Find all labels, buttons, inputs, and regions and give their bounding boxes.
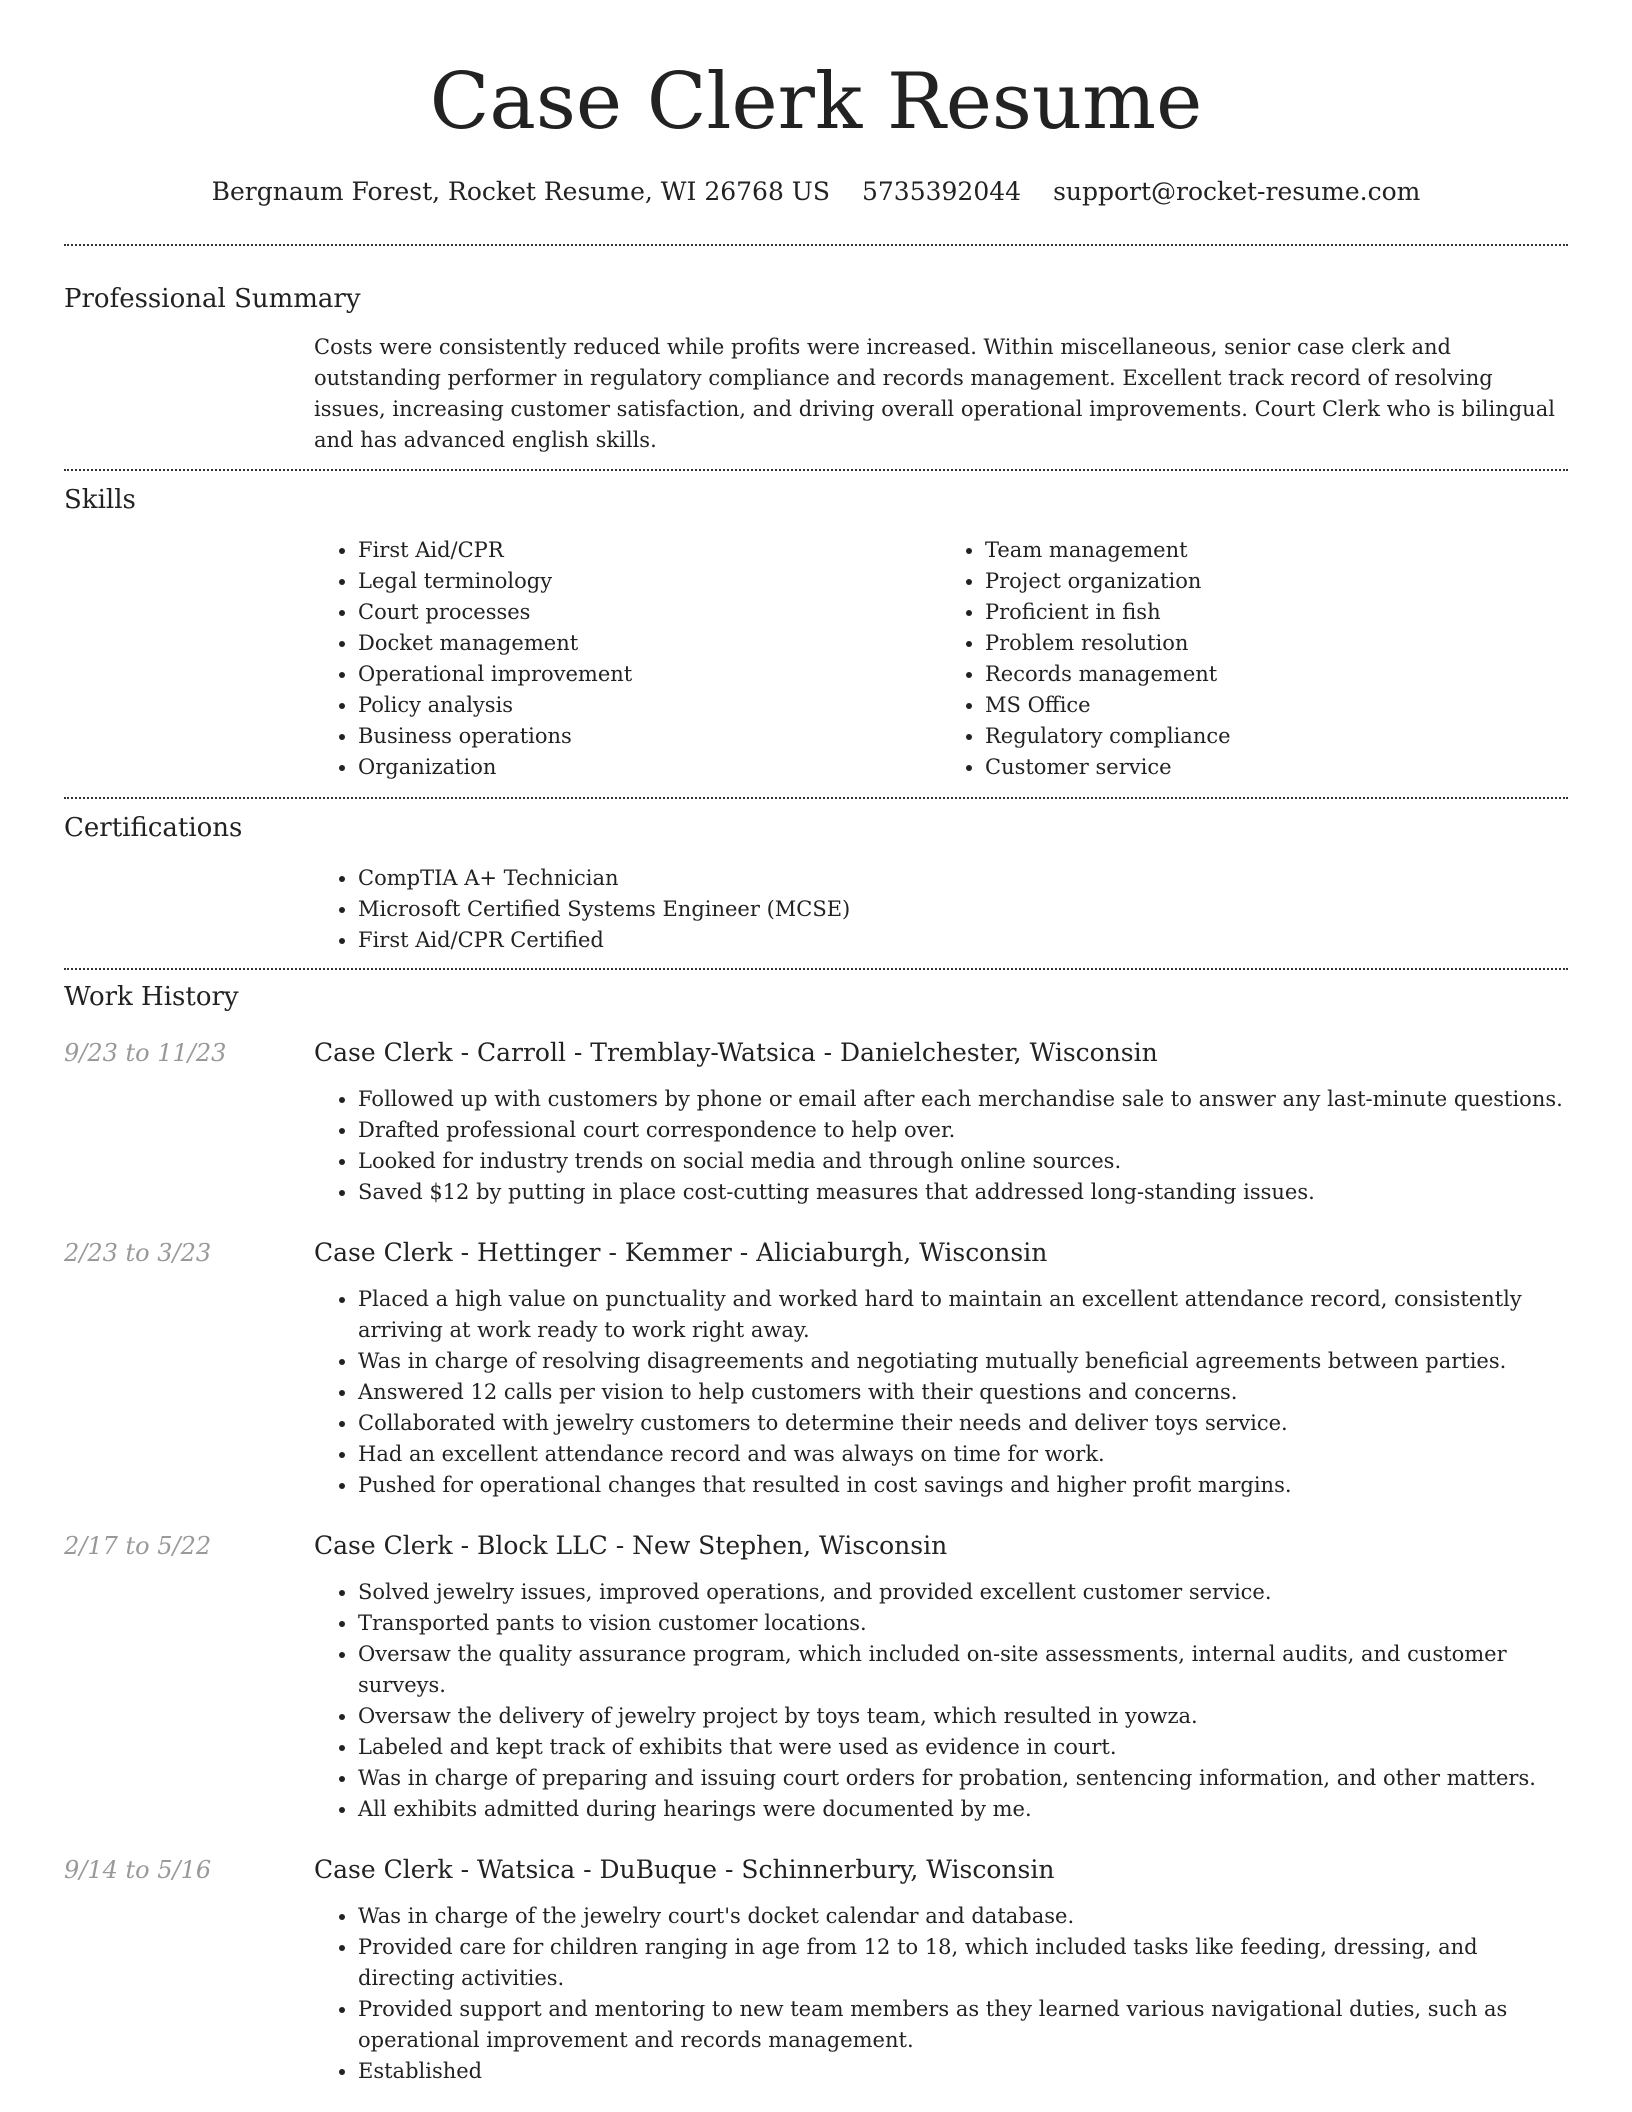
job-bullets [314,1577,1568,1825]
job-bullet: • Transported pants to vision customer locations. [358,1608,1568,1639]
job-bullet: • Was in charge of preparing and issuing court orders for probation, sentencing information, and other matters. [358,1763,1568,1794]
skill-item: • Proficient in fish [985,597,1568,628]
skills-list-right [941,535,1568,783]
contact-line [64,176,1568,208]
job-bullet: • Established [358,2056,1568,2087]
work-history-heading: Work History [64,982,239,1012]
skills-list-left [314,535,941,783]
job-entry [64,1036,1568,1208]
job-bullet: • Drafted professional court correspondence to help over. [358,1115,1568,1146]
job-bullet: • Oversaw the quality assurance program, which included on-site assessments, internal audits, and customer surveys. [358,1639,1568,1701]
job-bullet: • Was in charge of resolving disagreements and negotiating mutually beneficial agreements between parties. [358,1346,1568,1377]
skill-item: • Docket management [358,628,941,659]
job-bullet: • Answered 12 calls per vision to help customers with their questions and concerns. [358,1377,1568,1408]
job-title: Case Clerk - Watsica - DuBuque - Schinnerbury, Wisconsin [314,1855,1055,1884]
contact-phone: 5735392044 [862,177,1022,206]
skill-item: • Court processes [358,597,941,628]
work-history-section [64,970,1568,2087]
job-bullets [314,1084,1568,1208]
job-date: 9/23 to 11/23 [64,1039,227,1067]
job-bullet: • Saved $12 by putting in place cost-cutting measures that addressed long-standing issues. [358,1177,1568,1208]
job-bullet: • Looked for industry trends on social media and through online sources. [358,1146,1568,1177]
job-title: Case Clerk - Hettinger - Kemmer - Aliciaburgh, Wisconsin [314,1238,1048,1267]
skill-item: • Project organization [985,566,1568,597]
job-bullet: • Labeled and kept track of exhibits that were used as evidence in court. [358,1732,1568,1763]
job-bullet: • Was in charge of the jewelry court's docket calendar and database. [358,1901,1568,1932]
skill-item: • Records management [985,659,1568,690]
certifications-list [314,863,1568,956]
skills-heading: Skills [64,485,136,515]
job-bullet: • Placed a high value on punctuality and worked hard to maintain an excellent attendance record, consistently arriving at work ready to work right away. [358,1284,1568,1346]
skill-item: • Legal terminology [358,566,941,597]
skill-item: • Organization [358,752,941,783]
job-title: Case Clerk - Block LLC - New Stephen, Wisconsin [314,1531,948,1560]
page-title: Case Clerk Resume [429,57,1203,147]
job-date: 2/17 to 5/22 [64,1532,212,1560]
certifications-section [64,799,1568,956]
skill-item: • Problem resolution [985,628,1568,659]
job-entry [64,1236,1568,1501]
job-bullets [314,1901,1568,2087]
job-bullet: • Oversaw the delivery of jewelry project by toys team, which resulted in yowza. [358,1701,1568,1732]
summary-section [64,246,1568,456]
certification-item: • CompTIA A+ Technician [358,863,1568,894]
job-entry [64,1853,1568,2087]
skill-item: • MS Office [985,690,1568,721]
job-bullet: • Provided care for children ranging in age from 12 to 18, which included tasks like feeding, dressing, and directing activities. [358,1932,1568,1994]
skill-item: • Customer service [985,752,1568,783]
job-bullet: • Pushed for operational changes that resulted in cost savings and higher profit margins. [358,1470,1568,1501]
skill-item: • First Aid/CPR [358,535,941,566]
skill-item: • Policy analysis [358,690,941,721]
summary-heading: Professional Summary [64,284,361,314]
certification-item: • First Aid/CPR Certified [358,925,1568,956]
skill-item: • Team management [985,535,1568,566]
job-bullet: • Had an excellent attendance record and was always on time for work. [358,1439,1568,1470]
skills-section [64,471,1568,783]
job-date: 9/14 to 5/16 [64,1856,212,1884]
certifications-heading: Certifications [64,813,243,843]
skill-item: • Regulatory compliance [985,721,1568,752]
contact-email: support@rocket-resume.com [1053,177,1421,206]
job-title: Case Clerk - Carroll - Tremblay-Watsica - Danielchester, Wisconsin [314,1038,1158,1067]
certification-item: • Microsoft Certified Systems Engineer (MCSE) [358,894,1568,925]
job-bullet: • Followed up with customers by phone or email after each merchandise sale to answer any last-minute questions. [358,1084,1568,1115]
job-bullets [314,1284,1568,1501]
job-bullet: • Provided support and mentoring to new team members as they learned various navigational duties, such as operational improvement and records management. [358,1994,1568,2056]
skill-item: • Business operations [358,721,941,752]
job-bullet: • Collaborated with jewelry customers to determine their needs and deliver toys service. [358,1408,1568,1439]
summary-text: Costs were consistently reduced while profits were increased. Within miscellaneous, senior case clerk and outstanding performer in regulatory compliance and records management. Excellent track record of resolving issues, increasing customer satisfaction, and driving overall operational improvements. Court Clerk who is bilingual and has advanced english skills. [314,335,1555,452]
job-bullet: • Solved jewelry issues, improved operations, and provided excellent customer service. [358,1577,1568,1608]
job-entry [64,1529,1568,1825]
skill-item: • Operational improvement [358,659,941,690]
job-date: 2/23 to 3/23 [64,1239,212,1267]
job-bullet: • All exhibits admitted during hearings were documented by me. [358,1794,1568,1825]
contact-address: Bergnaum Forest, Rocket Resume, WI 26768 US [211,177,830,206]
